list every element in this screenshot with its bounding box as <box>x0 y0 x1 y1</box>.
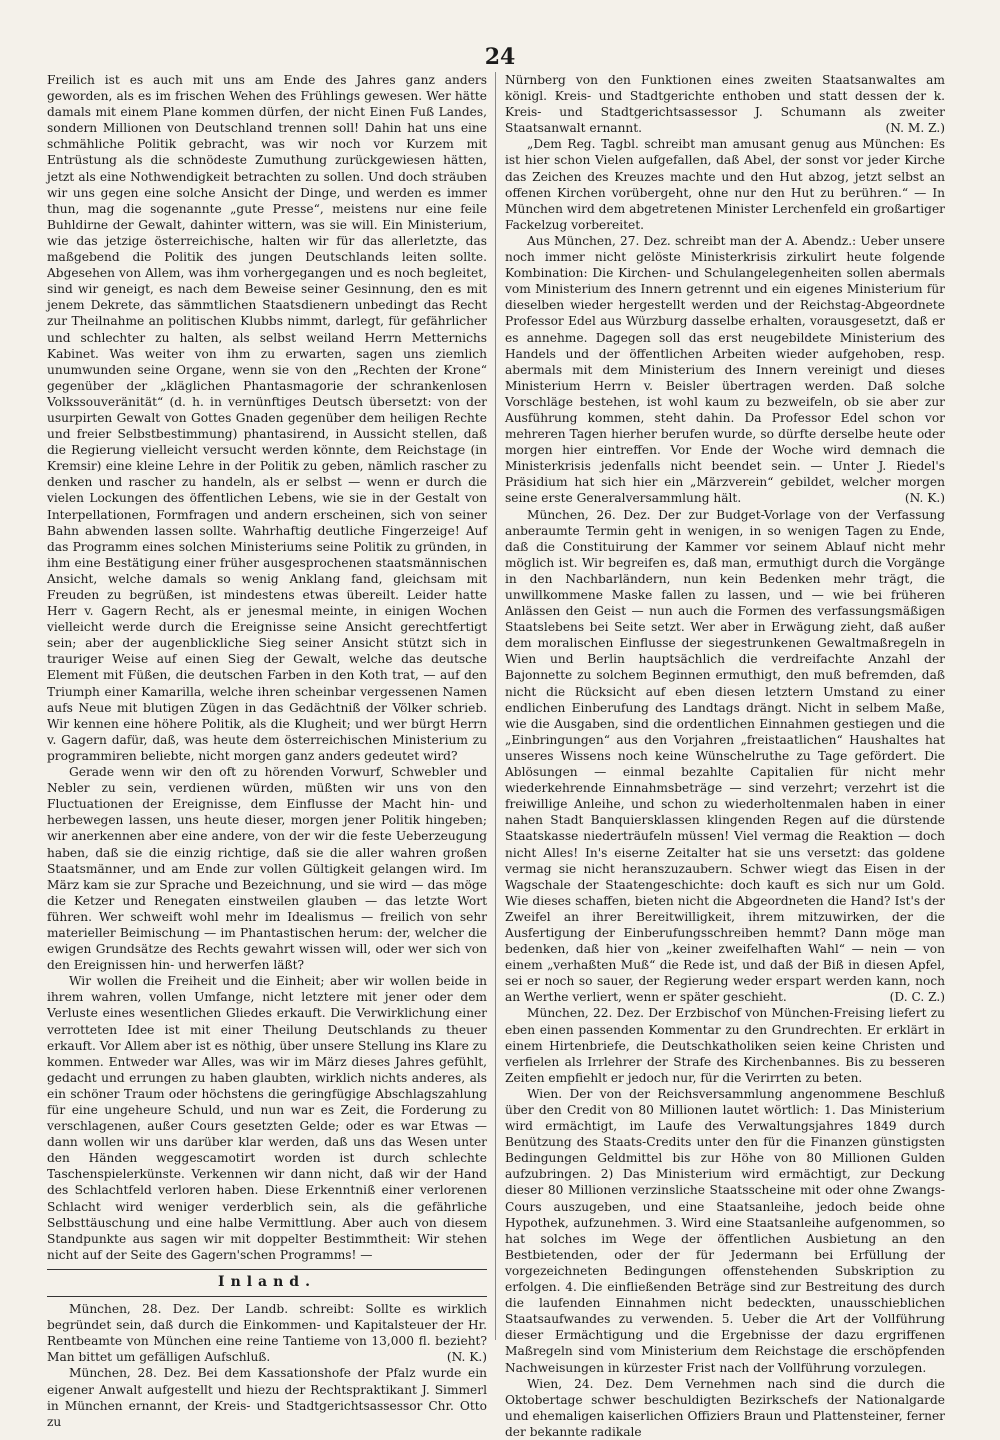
news-item <box>505 1005 945 1085</box>
section-heading-inland: Inland. <box>218 1273 316 1290</box>
section-rule <box>47 1269 487 1270</box>
news-item <box>505 1376 945 1440</box>
editorial-paragraph: Gerade wenn wir den oft zu hörenden Vorwurf, Schwebler und Nebler zu sein, verdienen würden, müßten wir uns von den Fluctuationen der Ereignisse, dem Einflusse der Macht hin- und herbewegen lassen, uns heute dieser, morgen jener Politik hingeben; wir anerkennen aber eine andere, von der wir die feste Ueberzeugung haben, daß sie die einzig richtige, daß sie die aller wahren großen Staatsmänner, und am Ende zur vollen Gültigkeit gelangen wird. Im März kam sie zur Sprache und Bezeichnung, und sie wird — das möge die Ketzer und Renegaten einstweilen glauben — das letzte Wort führen. Wer schweift wohl mehr im Idealismus — freilich von sehr materieller Beimischung — im Phantastischen herum: der, welcher die ewigen Grundsätze des Rechts gewahrt wissen will, oder wer sich von den Ereignissen hin- und herwerfen läßt? <box>47 765 487 973</box>
news-item <box>505 1086 945 1376</box>
news-item <box>505 507 945 1006</box>
news-text: „Dem Reg. Tagbl. schreibt man amusant genug aus München: Es ist hier schon Vielen aufgefallen, daß Abel, der sonst vor jeder Kirche das Zeichen des Kreuzes machte und den Hut abzog, jetzt selbst an offenen Kirchen vorübergeht, ohne nur den Hut zu berühren.“ — In München wird dem abgetretenen Minister Lerchenfeld ein großartiger Fackelzug vorbereitet. <box>505 137 945 232</box>
news-text: München, 28. Dez. Bei dem Kassationshofe der Pfalz wurde ein eigener Anwalt aufgestellt und hiezu der Rechtspraktikant J. Simmerl in München ernannt, der Kreis- und Stadtgerichtsassessor Chr. Otto zu <box>47 1366 487 1429</box>
section-rule <box>47 1296 487 1297</box>
news-item <box>47 1301 487 1365</box>
news-item <box>47 1365 487 1429</box>
news-source: (N. M. Z.) <box>885 121 945 136</box>
editorial-paragraph: Wir wollen die Freiheit und die Einheit; aber wir wollen beide in ihrem wahren, vollen Umfange, nicht letztere mit jener oder dem Verluste eines wesentlichen Gliedes erkauft. Die Verwirklichung einer verrotteten Idee ist mit einer Theilung Deutschlands zu theuer erkauft. Vor Allem aber ist es nöthig, über unsere Stellung ins Klare zu kommen. Entweder war Alles, was wir im März dieses Jahres gefühlt, gedacht und errungen zu haben glaubten, wirklich nichts anderes, als ein schöner Traum oder höchstens die geringfügige Abschlagszahlung für eine ungeheure Schuld, und nun war es Zeit, die Forderung zu verschlagenen, außer Cours gesetzten Gelde; oder es war Etwas — dann wollen wir uns darüber klar werden, daß uns das Wesen unter den Händen weggescamotirt worden ist durch schlechte Taschenspielerkünste. Verkennen wir dann nicht, daß wir der Hand des Schlachtfeld verloren haben. Diese Erkenntniß einer verlorenen Schlacht wird weniger verderblich sein, als die gefährliche Selbsttäuschung und eine halbe Vermittlung. Aber auch von diesem Standpunkte aus sagen wir mit doppelter Bestimmtheit: Wir stehen nicht auf der Seite des Gagern'schen Programms! — <box>47 974 487 1262</box>
right-column <box>505 72 945 1439</box>
column-divider <box>495 72 496 1340</box>
news-item <box>505 233 945 507</box>
news-text: München, 22. Dez. Der Erzbischof von München-Freising liefert zu eben einen passenden Kommentar zu den Grundrechten. Er erklärt in einem Hirtenbriefe, die Deutschkatholiken seien keine Christen und verfielen als Irrlehrer der Strafe des Kirchenbannes. Bis zu besseren Zeiten empfiehlt er jedoch nur, für die Verirrten zu beten. <box>505 1006 945 1085</box>
news-text: Aus München, 27. Dez. schreibt man der A. Abendz.: Ueber unsere noch immer nicht gelöste Ministerkrisis zirkulirt heute folgende Kombination: Die Kirchen- und Schulangelegenheiten sollen abermals vom Ministerium des Innern getrennt und ein eigenes Ministerium für dieselben wieder hergestellt werden und der Reichstag-Abgeordnete Professor Edel aus Würzburg dasselbe erhalten, vorausgesetzt, daß er es annehme. Dagegen soll das erst neugebildete Ministerium des Handels und der öffentlichen Arbeiten wieder aufgehoben, resp. abermals mit dem Ministerium des Innern vereinigt und dieses Ministerium Herrn v. Beisler übertragen werden. Daß solche Vorschläge bestehen, ist wohl kaum zu bezweifeln, ob sie aber zur Ausführung kommen, steht dahin. Da Professor Edel schon vor mehreren Tagen hierher berufen wurde, so dürfte derselbe heute oder morgen hier eintreffen. Vor Ende der Woche wird demnach die Ministerkrisis jedenfalls nicht beendet sein. — Unter J. Riedel's Präsidium hat sich hier ein „Märzverein“ gebildet, welcher morgen seine erste Generalversammlung hält. <box>505 233 945 506</box>
news-item <box>505 136 945 233</box>
editorial-paragraph: Freilich ist es auch mit uns am Ende des Jahres ganz anders geworden, als es im frischen Wehen des Frühlings gewesen. Wer hätte damals mit einem Plane kommen dürfen, der nicht Einen Fuß Landes, sondern Millionen von Deutschland trennen soll! Dahin hat uns eine schmähliche Politik gebracht, was wir noch vor Kurzem mit Entrüstung als die schnödeste Zumuthung zurückgewiesen hätten, jetzt als eine Nothwendigkeit betrachten zu sollen. Und doch sträuben wir uns gegen eine solche Ansicht der Dinge, und werden es immer thun, mag die sogenannte „gute Presse“, meistens nur eine feile Buhldirne der Gewalt, dahinter wittern, was sie will. Ein Ministerium, wie das jetzige österreichische, halten wir für das allerletzte, das maßgebend die Politik des jungen Deutschlands leiten sollte. Abgesehen von Allem, was ihm vorhergegangen und es noch begleitet, sind wir geneigt, es nach dem Beweise seiner Gesinnung, den es mit jenem Dekrete, das sämmtlichen Staatsdienern unbedingt das Recht zur Theilnahme an politischen Klubbs nimmt, darlegt, für gefährlicher und schlechter zu halten, als selbst weiland Herrn Metternichs Kabinet. Was weiter von ihm zu erwarten, sagen uns ziemlich unumwunden seine Organe, wenn sie von den „Rechten der Krone“ gegenüber der „kläglichen Phantasmagorie der schrankenlosen Volkssouveränität“ (d. h. in vernünftiges Deutsch übersetzt: von der usurpirten Gewalt von Gottes Gnaden gegenüber dem heiligen Rechte und freier Selbstbestimmung) phantasirend, in Aussicht stellen, daß die Regierung vielleicht versucht werden könnte, dem Reichstage (in Kremsir) eine kleine Lehre in der Politik zu geben, nämlich rascher zu denken und rascher zu handeln, als er selbst — wenn er durch die vielen Lockungen des öffentlichen Lebens, wie sie in der Gestalt von Interpellationen, Formfragen und andern erscheinen, sich von seiner Bahn abwenden lassen sollte. Wahrhaftig deutliche Fingerzeige! Auf das Programm eines solchen Ministeriums seine Politik zu gründen, in ihm eine Bestätigung einer früher ausgesprochenen staatsmännischen Ansicht, welche damals so wenig Anklang fand, gleichsam mit Freuden zu begrüßen, ist mindestens etwas übereilt. Leider hatte Herr v. Gagern Recht, als er jenesmal meinte, in einigen Wochen vielleicht werde durch die Ereignisse seine Ansicht gerechtfertigt sein; aber der augenblickliche Sieg seiner Ansicht stützt sich in trauriger Weise auf einen Sieg der Gewalt, welche das deutsche Element mit Füßen, die deutschen Farben in den Koth trat, — auf den Triumph einer Kamarilla, welche ihren scheinbar vergessenen Namen aufs Neue mit blutigen Zügen in das Gedächtniß der Völker schrieb. Wir kennen eine höhere Politik, als die Klugheit; und wer bürgt Herrn v. Gagern dafür, daß, was heute dem österreichischen Ministerium zu programmiren beliebte, nicht morgen ganz anders gedeutet wird? <box>47 73 487 763</box>
news-text: München, 26. Dez. Der zur Budget-Vorlage von der Verfassung anberaumte Termin geht in wenigen, in so wenigen Tagen zu Ende, daß die Constituirung der Kammer vor seinem Ablauf nicht mehr möglich ist. Wir begreifen es, daß man, ermuthigt durch die Vorgänge in den Nachbarländern, nun kein Bedenken mehr trägt, die unwillkommene Maske fallen zu lassen, und — wie bei früheren Anlässen den Geist — nun auch die Formen des verfassungsmäßigen Staatslebens bei Seite setzt. Wer aber in Erwägung zieht, daß außer dem moralischen Einflusse der siegestrunkenen Gewaltmaßregeln in Wien und Berlin hauptsächlich die verdreifachte Anzahl der Bajonnette zu solchem Beginnen ermuthigt, den muß befremden, daß nicht die Rücksicht auf eben diesen letztern Umstand zu einer endlichen Einberufung des Landtags drängt. Nicht in selbem Maße, wie die Ausgaben, sind die ordentlichen Einnahmen gestiegen und die „Einbringungen“ aus den Vorjahren „freistaatlichen“ Haushaltes hat unseres Wissens noch keine Wünschelruthe zu Tage gefördert. Die Ablösungen — einmal bezahlte Capitalien für nicht mehr wiederkehrende Einnahmsbeträge — sind verzehrt; verzehrt ist die freiwillige Anleihe, und schon zu wiederholtenmalen haben in einer nahen Stadt Banquiersklassen klingenden Regen auf die dürstende Staatskasse niederträufeln müssen! Viel vermag die Reaktion — doch nicht Alles! In's eiserne Zeitalter hat sie uns versetzt: das goldene vermag sie nicht heranszuzaubern. Schwer wiegt das Eisen in der Wagschale der Staatengeschichte: doch kauft es sich nur um Gold. Wie dieses schaffen, bieten nicht die Abgeordneten die Hand? Ist's der Zweifel an ihrer Bereitwilligkeit, ihrem mitzuwirken, der die Ausfertigung der Einberufungsschreiben hemmt? Dann möge man bedenken, daß hier von „keiner zweifelhaften Wahl“ — nein — von einem „verhaßten Muß“ die Rede ist, und daß der Biß in diesen Apfel, sei er noch so sauer, der Regierung weder erspart werden kann, noch an Werthe verliert, wenn er später geschieht. <box>505 507 945 1005</box>
news-text: Wien. Der von der Reichsversammlung angenommene Beschluß über den Credit von 80 Millionen lautet wörtlich: 1. Das Ministerium wird ermächtigt, im Laufe des Verwaltungsjahres 1849 durch Benützung des Staats-Credits unter den für die Finanzen günstigsten Bedingungen Geldmittel bis zur Höhe von 80 Millionen Gulden aufzubringen. 2) Das Ministerium wird ermächtigt, zur Deckung dieser 80 Millionen verzinsliche Staatsscheine mit oder ohne Zwangs-Cours auszugeben, und eine Staatsanleihe, jedoch beide ohne Hypothek, aufzunehmen. 3. Wird eine Staatsanleihe aufgenommen, so hat solches im Wege der öffentlichen Ausbietung an den Bestbietenden, oder der für Jedermann bei Erfüllung der vorgezeichneten Bedingungen offenstehenden Subskription zu erfolgen. 4. Die einfließenden Beträge sind zur Bestreitung des durch die laufenden Einnahmen nicht bedeckten, unausschieblichen Staatsaufwandes zu verwenden. 5. Ueber die Art der Vollführung dieser Ermächtigung und die Ergebnisse der dazu ergriffenen Maßregeln sind vom Ministerium dem Reichstage die erschöpfenden Nachweisungen in kürzester Frist nach der Vollführung vorzulegen. <box>505 1086 945 1375</box>
news-source: (N. K.) <box>446 1350 487 1365</box>
news-text: München, 28. Dez. Der Landb. schreibt: Sollte es wirklich begründet sein, daß durch die Einkommen- und Kapitalsteuer der Hr. Rentbeamte von München eine reine Tantieme von 13,000 fl. bezieht? Man bittet um gefälligen Aufschluß. <box>47 1302 487 1365</box>
left-column <box>47 72 487 1429</box>
news-item <box>505 72 945 136</box>
news-source: (N. K.) <box>904 491 945 506</box>
page-number: 24 <box>484 44 516 70</box>
news-source: (D. C. Z.) <box>889 990 945 1005</box>
news-text: Wien, 24. Dez. Dem Vernehmen nach sind die durch die Oktobertage schwer beschuldigten Bezirkschefs der Nationalgarde und ehemaligen kaiserlichen Offiziers Braun und Plattensteiner, ferner der bekannte radikale <box>505 1376 945 1439</box>
news-text: Nürnberg von den Funktionen eines zweiten Staatsanwaltes am königl. Kreis- und Stadtgerichte enthoben und statt dessen der k. Kreis- und Stadtgerichtsassessor J. Schumann als zweiter Staatsanwalt ernannt. <box>505 73 945 136</box>
